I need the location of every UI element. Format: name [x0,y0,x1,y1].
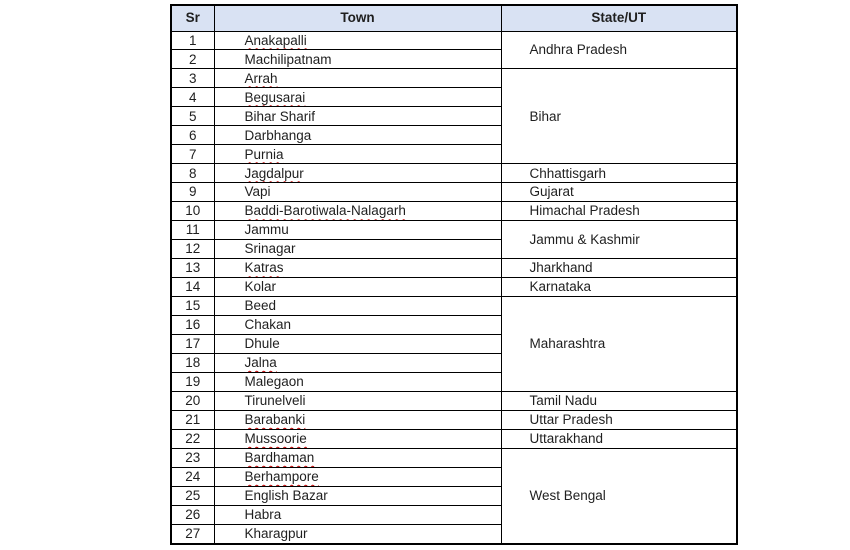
sr-cell: 16 [171,316,214,335]
sr-cell: 5 [171,107,214,126]
state-cell: Maharashtra [501,297,737,392]
sr-cell: 4 [171,88,214,107]
town-cell: Anakapalli [214,31,501,50]
state-cell: Chhattisgarh [501,164,737,183]
town-cell: Srinagar [214,240,501,259]
sr-cell: 19 [171,372,214,391]
table-row [171,429,737,448]
table-row [171,448,737,467]
table-row [171,391,737,410]
sr-cell: 25 [171,486,214,505]
state-cell: Uttarakhand [501,429,737,448]
sr-cell: 7 [171,145,214,164]
town-cell: Arrah [214,69,501,88]
town-cell: Malegaon [214,372,501,391]
town-cell: Darbhanga [214,126,501,145]
town-cell: Mussoorie [214,429,501,448]
sr-cell: 23 [171,448,214,467]
sr-cell: 1 [171,31,214,50]
sr-cell: 15 [171,297,214,316]
table-row [171,69,737,88]
table-row [171,31,737,50]
town-cell: Katras [214,259,501,278]
town-cell: Berhampore [214,467,501,486]
sr-cell: 9 [171,183,214,202]
state-cell: West Bengal [501,448,737,544]
sr-cell: 10 [171,202,214,221]
town-cell: Kharagpur [214,524,501,544]
table-row [171,259,737,278]
town-cell: Bardhaman [214,448,501,467]
town-cell: Machilipatnam [214,50,501,69]
town-cell: Tirunelveli [214,391,501,410]
town-cell: Chakan [214,316,501,335]
table-row [171,202,737,221]
town-cell: English Bazar [214,486,501,505]
town-cell: Baddi-Barotiwala-Nalagarh [214,202,501,221]
town-cell: Jagdalpur [214,164,501,183]
sr-cell: 2 [171,50,214,69]
state-cell: Bihar [501,69,737,164]
sr-cell: 14 [171,278,214,297]
town-cell: Dhule [214,335,501,354]
town-cell: Barabanki [214,410,501,429]
table-row [171,221,737,240]
sr-cell: 20 [171,391,214,410]
table-body [171,31,737,544]
column-header-sr: Sr [171,5,214,31]
header-row [171,5,737,31]
column-header-state: State/UT [501,5,737,31]
sr-cell: 21 [171,410,214,429]
sr-cell: 22 [171,429,214,448]
sr-cell: 3 [171,69,214,88]
column-header-town: Town [214,5,501,31]
town-cell: Beed [214,297,501,316]
town-cell: Kolar [214,278,501,297]
table-row [171,278,737,297]
state-cell: Jammu & Kashmir [501,221,737,259]
sr-cell: 8 [171,164,214,183]
town-cell: Bihar Sharif [214,107,501,126]
state-cell: Karnataka [501,278,737,297]
town-cell: Jalna [214,353,501,372]
state-cell: Uttar Pradesh [501,410,737,429]
table-row [171,297,737,316]
sr-cell: 17 [171,335,214,354]
sr-cell: 18 [171,353,214,372]
town-cell: Begusarai [214,88,501,107]
state-cell: Andhra Pradesh [501,31,737,69]
sr-cell: 24 [171,467,214,486]
state-cell: Himachal Pradesh [501,202,737,221]
town-cell: Vapi [214,183,501,202]
towns-states-table [170,4,738,545]
sr-cell: 13 [171,259,214,278]
sr-cell: 26 [171,505,214,524]
table-header [171,5,737,31]
table-row [171,410,737,429]
sr-cell: 11 [171,221,214,240]
town-cell: Jammu [214,221,501,240]
sr-cell: 27 [171,524,214,544]
state-cell: Jharkhand [501,259,737,278]
table-row [171,164,737,183]
state-cell: Gujarat [501,183,737,202]
state-cell: Tamil Nadu [501,391,737,410]
town-cell: Habra [214,505,501,524]
table-row [171,183,737,202]
sr-cell: 12 [171,240,214,259]
sr-cell: 6 [171,126,214,145]
town-cell: Purnia [214,145,501,164]
